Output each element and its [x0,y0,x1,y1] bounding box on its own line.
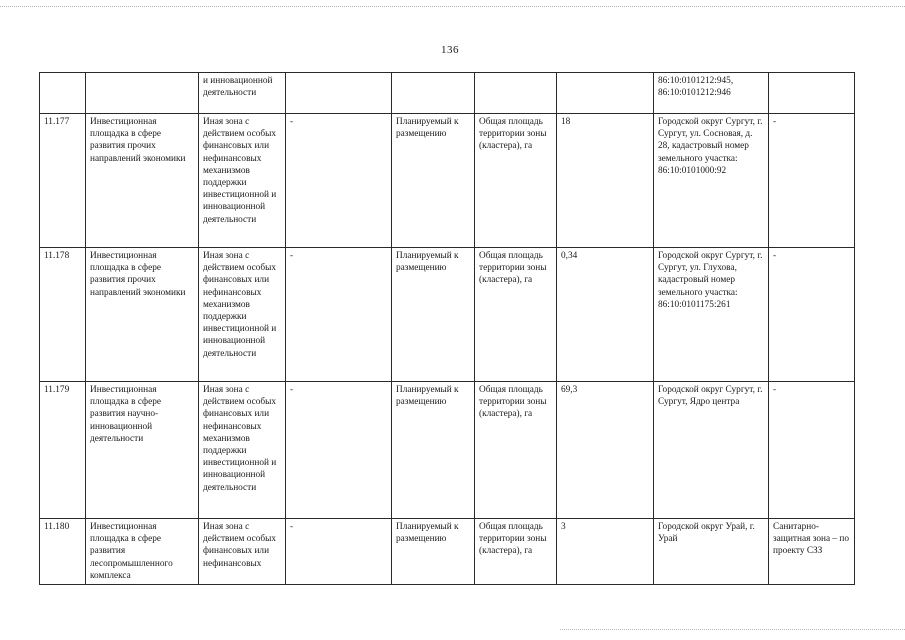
cell-zone: Иная зона с действием особых финансовых или нефинансовых механизмов поддержки инвестиционной и инновационной деятельности [199,382,286,519]
cell-status: Планируемый к размещению [392,248,475,382]
cell-param: Общая площадь территории зоны (кластера), га [475,382,557,519]
cell-num: 11.180 [40,519,86,585]
cell-name: Инвестиционная площадка в сфере развития научно-инновационной деятельности [86,382,199,519]
cell-status [392,73,475,114]
cell-note: - [769,114,855,248]
cell-location: Городской округ Урай, г. Урай [654,519,769,585]
cell-location [654,73,769,114]
cell-value: 69,3 [557,382,654,519]
table-row [40,382,855,519]
cell-num: 11.178 [40,248,86,382]
cell-value: 3 [557,519,654,585]
cell-zone: Иная зона с действием особых финансовых или нефинансовых [199,519,286,585]
cell-note: Санитарно-защитная зона – по проекту СЗЗ [769,519,855,585]
cell-location: Городской округ Сургут, г. Сургут, Ядро центра [654,382,769,519]
cell-name: Инвестиционная площадка в сфере развития прочих направлений экономики [86,248,199,382]
cell-value: 18 [557,114,654,248]
cell-dash: - [286,519,392,585]
cell-note: - [769,248,855,382]
cell-note: - [769,382,855,519]
location-text: 86:10:0101212:945, 86:10:0101212:946 [658,76,734,99]
cell-value: 0,34 [557,248,654,382]
table-row [40,248,855,382]
cell-status: Планируемый к размещению [392,519,475,585]
cell-dash: - [286,382,392,519]
cell-num: 11.177 [40,114,86,248]
cell-num [40,73,86,114]
cell-param: Общая площадь территории зоны (кластера), га [475,114,557,248]
cell-param: Общая площадь территории зоны (кластера), га [475,519,557,585]
cell-param [475,73,557,114]
cell-name [86,73,199,114]
cell-location: Городской округ Сургут, г. Сургут, ул. Сосновая, д. 28, кадастровый номер земельного участка: 86:10:0101000:92 [654,114,769,248]
cell-dash: - [286,114,392,248]
scan-edge-top [0,6,905,11]
cell-name: Инвестиционная площадка в сфере развития прочих направлений экономики [86,114,199,248]
cell-dash: - [286,248,392,382]
cell-zone: Иная зона с действием особых финансовых или нефинансовых механизмов поддержки инвестиционной и инновационной деятельности [199,114,286,248]
cell-status: Планируемый к размещению [392,382,475,519]
table-row [40,519,855,585]
page-number: 136 [441,44,459,56]
cell-zone: Иная зона с действием особых финансовых или нефинансовых механизмов поддержки инвестиционной и инновационной деятельности [199,248,286,382]
table-row [40,114,855,248]
table-row-continuation [40,73,855,114]
cell-dash [286,73,392,114]
cell-value [557,73,654,114]
cell-num: 11.179 [40,382,86,519]
scan-edge-bottom [560,629,905,633]
cell-zone [199,73,286,114]
cell-name: Инвестиционная площадка в сфере развития лесопромышленного комплекса [86,519,199,585]
zone-text: и инновационной деятельности [203,76,273,99]
registry-table [39,72,855,585]
cell-location: Городской округ Сургут, г. Сургут, ул. Глухова, кадастровый номер земельного участка: 86:10:0101175:261 [654,248,769,382]
cell-param: Общая площадь территории зоны (кластера), га [475,248,557,382]
cell-note [769,73,855,114]
cell-status: Планируемый к размещению [392,114,475,248]
